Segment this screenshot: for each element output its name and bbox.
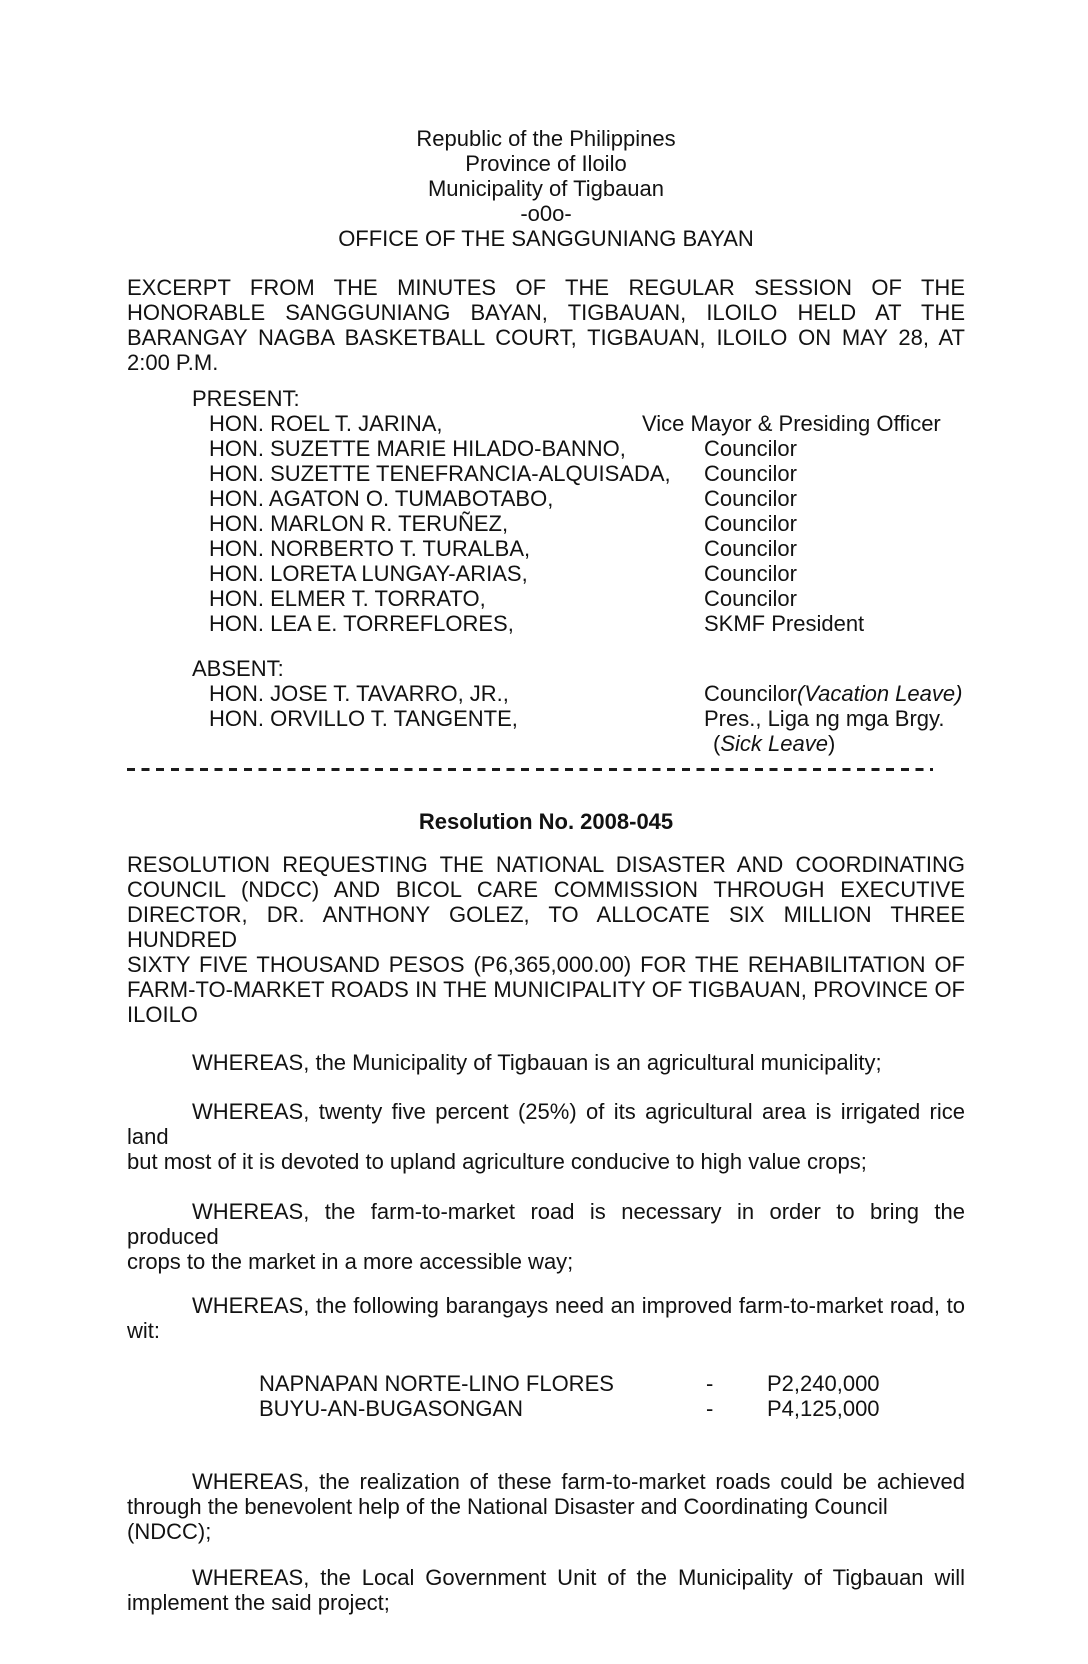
resolution-body-line: ILOILO (127, 1002, 198, 1027)
whereas-line: WHEREAS, the following barangays need an improved farm-to-market road, to (192, 1293, 965, 1318)
present-member-row (127, 461, 965, 486)
whereas-line: implement the said project; (127, 1590, 390, 1615)
whereas-line: WHEREAS, the realization of these farm-to-market roads could be achieved (192, 1469, 965, 1494)
whereas-line: through the benevolent help of the National Disaster and Coordinating Council (NDCC); (127, 1494, 888, 1544)
barangay-name: NAPNAPAN NORTE-LINO FLORES (259, 1371, 614, 1396)
resolution-body-paragraph (127, 852, 965, 1027)
paren-open: ( (713, 731, 721, 756)
resolution-title: Resolution No. 2008-045 (418, 809, 674, 834)
member-name: HON. LORETA LUNGAY-ARIAS, (209, 561, 528, 586)
member-name: HON. AGATON O. TUMABOTABO, (209, 486, 554, 511)
document-content (127, 126, 965, 1615)
member-role: SKMF President (704, 611, 865, 636)
member-role: Councilor (704, 486, 797, 511)
absent-label: ABSENT: (192, 656, 284, 681)
whereas-line: WHEREAS, the farm-to-market road is necessary in order to bring the produced (127, 1199, 965, 1249)
excerpt-line: HONORABLE SANGGUNIANG BAYAN, TIGBAUAN, ILOILO HELD AT THE (127, 300, 965, 325)
member-role: Councilor (704, 561, 797, 586)
resolution-body-line: RESOLUTION REQUESTING THE NATIONAL DISASTER AND COORDINATING (127, 852, 965, 877)
header-municipality: Municipality of Tigbauan (427, 176, 665, 201)
member-role: Councilor (704, 461, 797, 486)
member-name: HON. JOSE T. TAVARRO, JR., (209, 681, 509, 706)
member-role: Councilor (704, 586, 797, 611)
excerpt-line: BARANGAY NAGBA BASKETBALL COURT, TIGBAUAN, ILOILO ON MAY 28, AT (127, 325, 965, 350)
member-role (704, 681, 962, 706)
header-province: Province of Iloilo (465, 151, 627, 176)
member-name: HON. SUZETTE TENEFRANCIA-ALQUISADA, (209, 461, 671, 486)
present-member-row (127, 611, 965, 636)
whereas-paragraph-3 (127, 1199, 965, 1274)
whereas-paragraph-6 (127, 1565, 965, 1615)
member-role: Vice Mayor & Presiding Officer (642, 411, 941, 436)
whereas-paragraph-4 (127, 1293, 965, 1343)
member-name: HON. SUZETTE MARIE HILADO-BANNO, (209, 436, 626, 461)
absent-list (127, 681, 965, 756)
whereas-line: wit: (127, 1318, 160, 1343)
whereas-line: WHEREAS, the Local Government Unit of the Municipality of Tigbauan will (192, 1565, 965, 1590)
member-role: Councilor (704, 436, 797, 461)
resolution-body-line: SIXTY FIVE THOUSAND PESOS (P6,365,000.00) FOR THE REHABILITATION OF (127, 952, 965, 977)
member-name: HON. MARLON R. TERUÑEZ, (209, 511, 509, 536)
whereas-paragraph-5 (127, 1469, 965, 1544)
member-name: HON. ELMER T. TORRATO, (209, 586, 486, 611)
member-role-text: Councilor (704, 681, 797, 706)
header-office: OFFICE OF THE SANGGUNIANG BAYAN (338, 226, 754, 251)
leave-note (713, 731, 835, 756)
present-member-row (127, 411, 965, 436)
document-header (127, 126, 965, 251)
excerpt-line: 2:00 P.M. (127, 350, 219, 375)
resolution-body-line: FARM-TO-MARKET ROADS IN THE MUNICIPALITY OF TIGBAUAN, PROVINCE OF (127, 977, 965, 1002)
barangay-allocation-list (127, 1371, 965, 1421)
whereas-line: WHEREAS, twenty five percent (25%) of its agricultural area is irrigated rice land (127, 1099, 965, 1149)
absent-member-row (127, 681, 965, 706)
member-role: Councilor (704, 536, 797, 561)
whereas-line: WHEREAS, the Municipality of Tigbauan is an agricultural municipality; (192, 1050, 882, 1075)
absent-leave-note-row (127, 731, 965, 756)
resolution-body-line: COUNCIL (NDCC) AND BICOL CARE COMMISSION THROUGH EXECUTIVE (127, 877, 965, 902)
member-name: HON. LEA E. TORREFLORES, (209, 611, 514, 636)
barangay-name: BUYU-AN-BUGASONGAN (259, 1396, 524, 1421)
whereas-line: but most of it is devoted to upland agriculture conducive to high value crops; (127, 1149, 867, 1174)
allocation-amount: P4,125,000 (767, 1396, 880, 1421)
allocation-row (127, 1396, 965, 1421)
header-ornament: -o0o- (520, 201, 572, 226)
member-name: HON. ORVILLO T. TANGENTE, (209, 706, 518, 731)
allocation-row (127, 1371, 965, 1396)
member-name: HON. NORBERTO T. TURALBA, (209, 536, 531, 561)
excerpt-line: EXCERPT FROM THE MINUTES OF THE REGULAR SESSION OF THE (127, 275, 965, 300)
present-member-row (127, 486, 965, 511)
leave-note: (Vacation Leave) (796, 681, 963, 706)
header-republic: Republic of the Philippines (416, 126, 676, 151)
whereas-paragraph-1 (127, 1050, 965, 1075)
whereas-line: crops to the market in a more accessible way; (127, 1249, 574, 1274)
allocation-amount: P2,240,000 (767, 1371, 880, 1396)
paren-close: ) (827, 731, 836, 756)
member-role: Pres., Liga ng mga Brgy. (704, 706, 945, 731)
absent-member-row (127, 706, 965, 731)
resolution-body-line: DIRECTOR, DR. ANTHONY GOLEZ, TO ALLOCATE SIX MILLION THREE HUNDRED (127, 902, 965, 952)
excerpt-paragraph (127, 275, 965, 375)
leave-note-text: Sick Leave (720, 731, 828, 756)
present-member-row (127, 561, 965, 586)
present-list (127, 411, 965, 636)
member-role: Councilor (704, 511, 797, 536)
present-member-row (127, 586, 965, 611)
allocation-dash: - (706, 1371, 714, 1396)
present-member-row (127, 511, 965, 536)
member-name: HON. ROEL T. JARINA, (209, 411, 443, 436)
present-member-row (127, 436, 965, 461)
present-member-row (127, 536, 965, 561)
dashed-divider (127, 768, 933, 771)
present-label: PRESENT: (192, 386, 300, 411)
whereas-paragraph-2 (127, 1099, 965, 1174)
allocation-dash: - (706, 1396, 714, 1421)
